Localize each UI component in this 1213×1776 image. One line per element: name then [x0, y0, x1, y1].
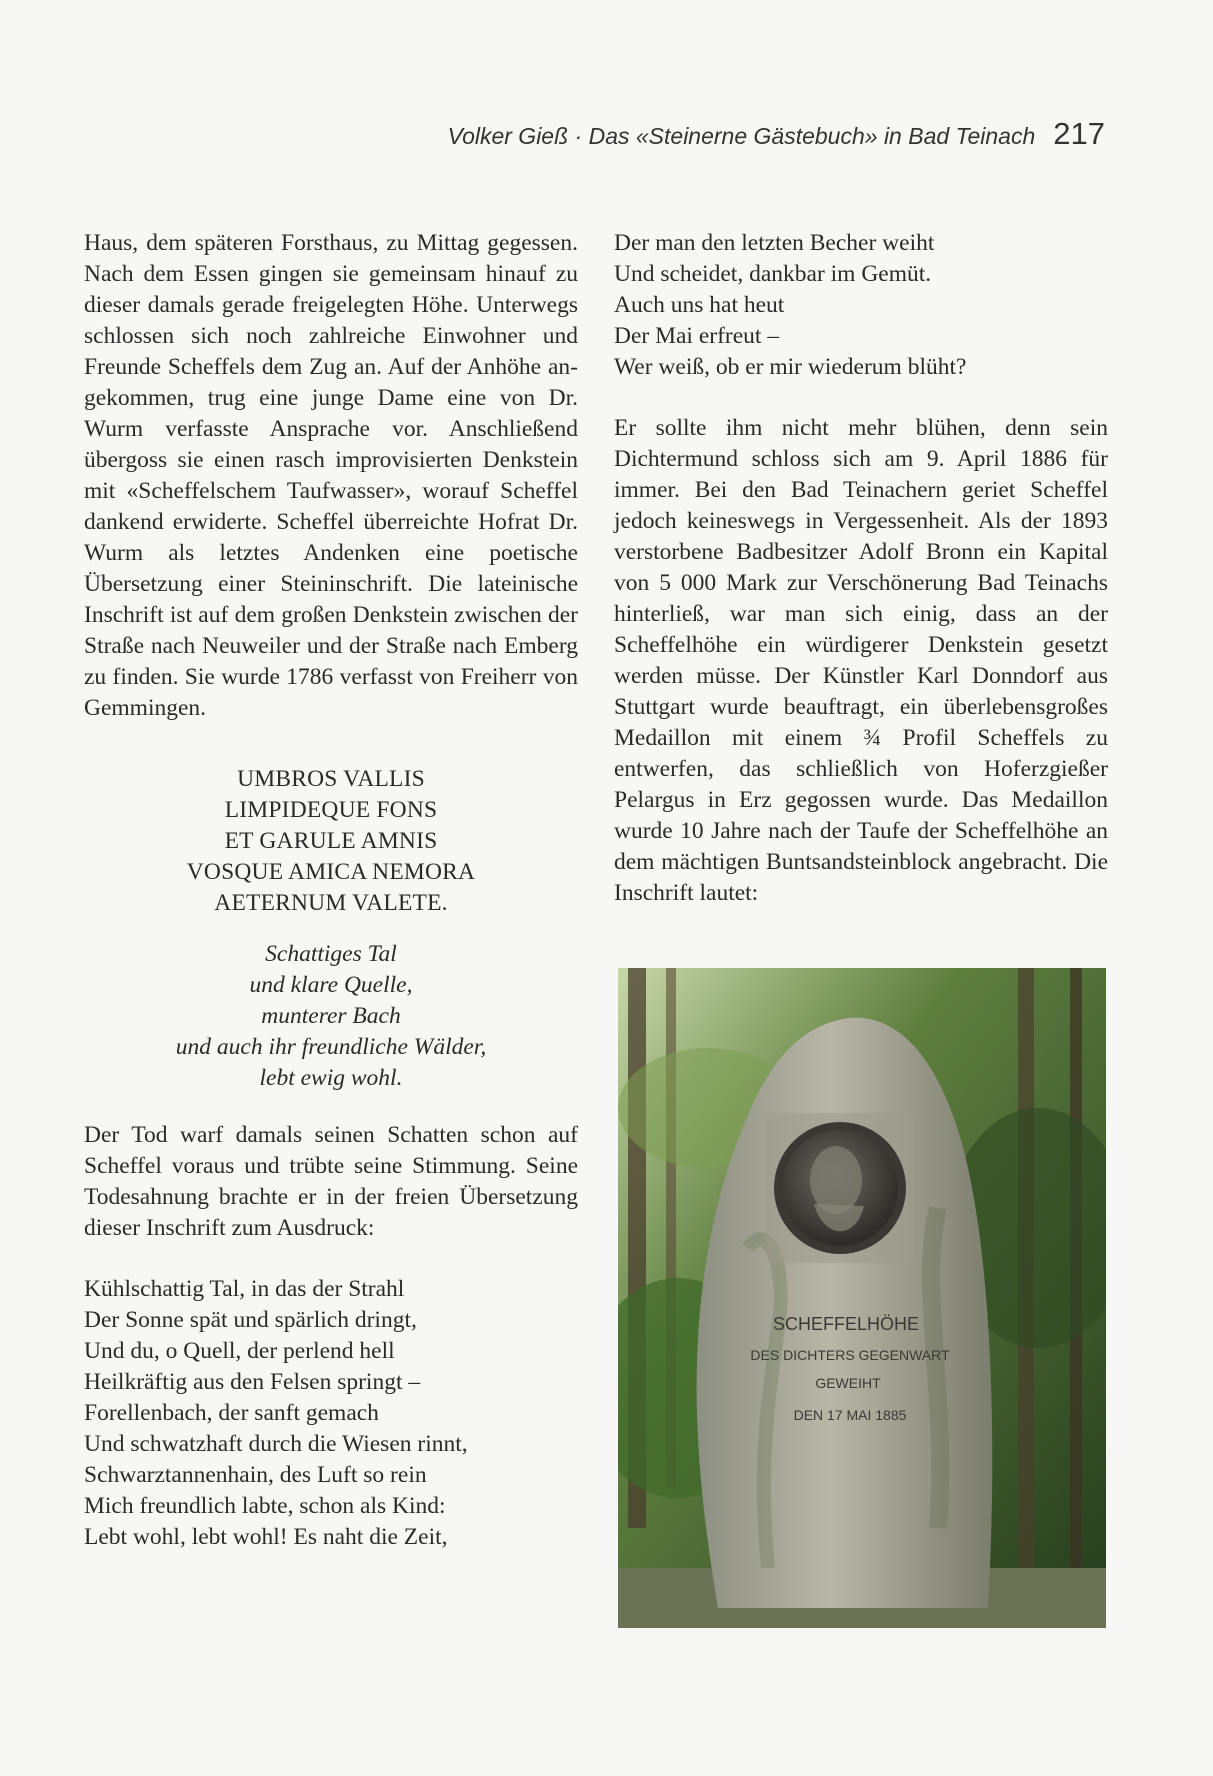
latin-line: ET GARULE AMNIS [224, 828, 438, 854]
latin-line: VOSQUE AMICA NEMORA [186, 859, 476, 885]
poem-line: Und du, o Quell, der perlend hell [84, 1338, 395, 1364]
memorial-stone-photo [618, 968, 1106, 1628]
inscription-line: DEN 17 MAI 1885 [793, 1407, 907, 1423]
left-column [84, 228, 578, 1553]
latin-inscription [84, 764, 578, 919]
translation-line: Schattiges Tal [265, 941, 397, 967]
right-column [614, 228, 1108, 909]
running-header [440, 116, 1105, 152]
poem-left [84, 1274, 578, 1553]
poem-line: Der Sonne spät und spärlich dringt, [84, 1307, 417, 1333]
latin-line: UMBROS VALLIS [237, 766, 425, 792]
poem-line: Forellenbach, der sanft gemach [84, 1400, 379, 1426]
inscription-line: DES DICHTERS GEGENWART [750, 1347, 950, 1363]
poem-line: Kühlschattig Tal, in das der Strahl [84, 1276, 405, 1302]
paragraph-2: Der Tod warf damals seinen Schatten schon auf Scheffel voraus und trübte seine Stimmung. Seine Todesahnung brachte er in der freien Übersetzung dieser Inschrift zum Ausdruck: [84, 1122, 578, 1241]
poem-line: Der man den letzten Becher weiht [614, 230, 935, 256]
poem-line: Schwarztannenhain, des Luft so rein [84, 1462, 427, 1488]
latin-line: LIMPIDEQUE FONS [224, 797, 438, 823]
poem-line: Der Mai erfreut – [614, 323, 780, 349]
poem-line: Mich freundlich labte, schon als Kind: [84, 1493, 446, 1519]
poem-line: Lebt wohl, lebt wohl! Es naht die Zeit, [84, 1524, 448, 1550]
running-title: Volker Gieß · Das «Steinerne Gästebuch» in Bad Teinach [447, 123, 1036, 149]
poem-line: Heilkräftig aus den Felsen springt – [84, 1369, 421, 1395]
paragraph-1: Haus, dem späteren Forsthaus, zu Mittag gegessen. Nach dem Essen gingen sie gemeinsam hinauf zu dieser damals gerade freigelegten Höhe. Unterwegs schlossen sich noch zahlreiche Einwohner und Freunde Scheffels dem Zug an. Auf der Anhöhe angekommen, trug eine junge Dame eine von Dr. Wurm verfasste Ansprache vor. Anschließend übergoss sie einen rasch improvisierten Denkstein mit «Scheffelschem Taufwasser», worauf Scheffel dankend erwiderte. Scheffel überreichte Hofrat Dr. Wurm als letztes Andenken eine poetische Übersetzung einer Steininschrift. Die lateinische Inschrift ist auf dem großen Denkstein zwischen der Straße nach Neuweiler und der Straße nach Emberg zu finden. Sie wurde 1786 verfasst von Freiherr von Gemmingen. [84, 230, 578, 721]
poem-line: Auch uns hat heut [614, 292, 785, 318]
translation-line: lebt ewig wohl. [259, 1065, 403, 1091]
translation-line: und auch ihr freundliche Wälder, [175, 1034, 487, 1060]
poem-right [614, 228, 1108, 383]
translation-line: und klare Quelle, [249, 972, 413, 998]
photo-illustration [618, 968, 1106, 1628]
poem-line: Und schwatzhaft durch die Wiesen rinnt, [84, 1431, 468, 1457]
translation-line: munterer Bach [261, 1003, 401, 1029]
poem-line: Und scheidet, dankbar im Gemüt. [614, 261, 932, 287]
inscription-line: SCHEFFELHÖHE [772, 1314, 920, 1334]
paragraph-3: Er sollte ihm nicht mehr blühen, denn sein Dichtermund schloss sich am 9. April 1886 für immer. Bei den Bad Teinachern geriet Scheffel jedoch keineswegs in Vergessenheit. Als der 1893 verstorbene Badbesitzer Adolf Bronn ein Kapital von 5 000 Mark zur Verschönerung Bad Teinachs hinterließ, war man sich einig, dass an der Scheffelhöhe ein würdigerer Denkstein gesetzt werden müsse. Der Künstler Karl Donndorf aus Stuttgart wurde beauftragt, ein überlebensgroßes Medaillon mit einem ¾ Profil Scheffels zu entwerfen, das schließlich von Hoferzgießer Pelargus in Erz gegossen wurde. Das Medaillon wurde 10 Jahre nach der Taufe der Scheffelhöhe an dem mächtigen Buntsandsteinblock angebracht. Die Inschrift lautet: [614, 415, 1108, 906]
poem-line: Wer weiß, ob er mir wiederum blüht? [614, 354, 967, 380]
page-number: 217 [1053, 116, 1105, 151]
latin-line: AETERNUM VALETE. [214, 890, 448, 916]
inscription-line: GEWEIHT [815, 1375, 881, 1391]
german-translation [84, 939, 578, 1094]
